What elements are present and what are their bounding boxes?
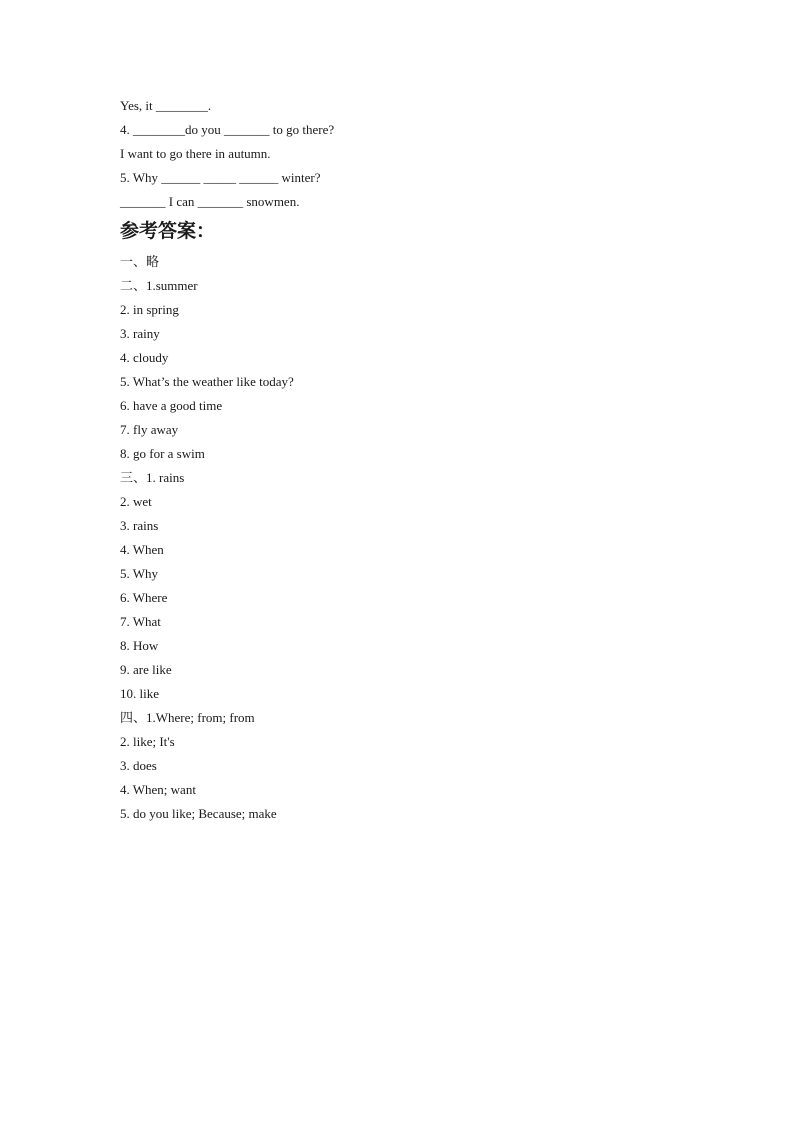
- answer-line: 2. like; It's: [120, 734, 175, 749]
- answer-line: 8. go for a swim: [120, 446, 205, 461]
- answer-line: 10. like: [120, 686, 159, 701]
- answer-line: 6. have a good time: [120, 398, 223, 413]
- answer-line: 4. cloudy: [120, 350, 169, 365]
- exercise-line: 5. Why ______ _____ ______ winter?: [120, 170, 321, 185]
- answer-line: 2. wet: [120, 494, 152, 509]
- answer-key-heading: 参考答案：: [120, 220, 216, 242]
- exercise-line: 4. ________do you _______ to go there?: [120, 122, 335, 137]
- exercise-line: Yes, it ________.: [120, 98, 212, 113]
- answer-line: 3. does: [120, 758, 157, 773]
- answer-line: 7. fly away: [120, 422, 179, 437]
- answer-line: 2. in spring: [120, 302, 179, 317]
- answer-line: 5. Why: [120, 566, 159, 581]
- answer-line: 6. Where: [120, 590, 168, 605]
- answer-line: 4. When; want: [120, 782, 196, 797]
- answer-line: 一、略: [120, 254, 160, 269]
- answer-line: 8. How: [120, 638, 159, 653]
- answer-line: 3. rains: [120, 518, 159, 533]
- document-content: [120, 94, 680, 826]
- answer-line: 4. When: [120, 542, 164, 557]
- exercise-line: I want to go there in autumn.: [120, 146, 271, 161]
- answer-line: 四、1.Where; from; from: [120, 710, 255, 725]
- exercise-line: _______ I can _______ snowmen.: [120, 194, 300, 209]
- answer-line: 三、1. rains: [120, 470, 185, 485]
- answer-line: 二、1.summer: [120, 278, 198, 293]
- answer-line: 9. are like: [120, 662, 172, 677]
- answer-line: 5. What’s the weather like today?: [120, 374, 294, 389]
- answer-line: 3. rainy: [120, 326, 160, 341]
- answer-line: 5. do you like; Because; make: [120, 806, 277, 821]
- answer-line: 7. What: [120, 614, 161, 629]
